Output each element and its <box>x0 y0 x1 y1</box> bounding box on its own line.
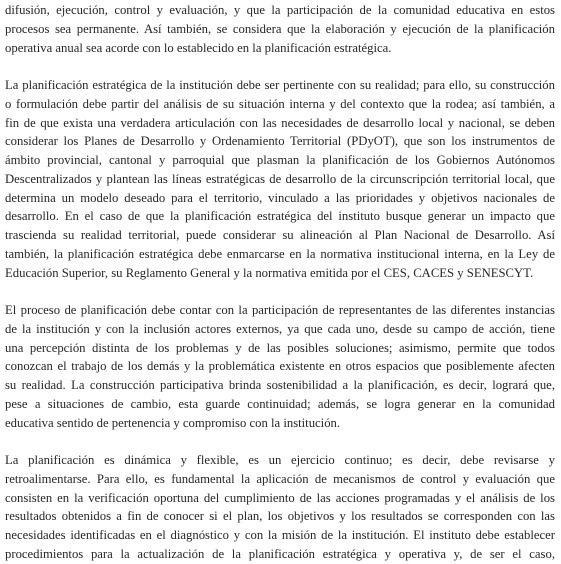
paragraph-3 <box>5 301 555 432</box>
text-line: de la institución y con la inclusión actores externos, ya que cada uno, desde su campo de acción, tiene <box>5 321 555 336</box>
text-line: Descentralizados y plantean las líneas estratégicas de desarrollo de la circunscripción territorial local, que <box>5 171 555 186</box>
text-line: Educación Superior, su Reglamento General y la normativa emitida por el CES, CACES y SENESCYT. <box>5 265 534 280</box>
text-line: retroalimentarse. Para ello, es fundamental la aplicación de mecanismos de control y evaluación que <box>5 471 555 486</box>
text-line: ámbito provincial, cantonal y parroquial que plasman la planificación de los Gobiernos Autónomos <box>5 153 555 167</box>
text-line: La planificación es dinámica y flexible, es un ejercicio continuo; es decir, debe revisarse y <box>5 453 555 467</box>
paragraph-2 <box>5 76 555 282</box>
paragraph-gap <box>5 282 555 301</box>
text-line: consisten en la verificación oportuna del cumplimiento de las acciones programadas y el análisis de los <box>5 490 555 505</box>
text-line: determina un modelo deseado para el territorio, vinculado a las prioridades y objetivos nacionales de <box>5 190 555 205</box>
paragraph-1 <box>5 1 555 57</box>
text-line: fin de que exista una verdadera articulación con las necesidades de desarrollo local y nacional, se deben <box>5 115 555 130</box>
text-line: también, la planificación estratégica debe enmarcarse en la normativa institucional interna, en la Ley de <box>5 246 555 261</box>
text-line: una percepción distinta de los problemas y de las posibles soluciones; asimismo, permite que todos <box>5 340 555 355</box>
text-line: operativa anual sea acorde con lo establecido en la planificación estratégica. <box>5 40 392 55</box>
text-line: necesidades identificadas en el diagnóstico y con la misión de la institución. El instituto debe establecer <box>5 528 555 542</box>
paragraph-gap <box>5 432 555 451</box>
text-line: trascienda su realidad territorial, puede considerar su alineación al Plan Nacional de Desarrollo. Así <box>5 228 555 242</box>
text-line: procesos sea permanente. Así también, se considera que la elaboración y ejecución de la planificación <box>5 21 555 36</box>
text-line: resultados obtenidos a fin de conocer si el plan, los objetivos y los resultados se corresponden con las <box>5 509 555 524</box>
text-line: conozcan el trabajo de los demás y la problemática existente en otros espacios que posiblemente afecten <box>5 359 555 374</box>
text-line: desarrollo. En el caso de que la planificación estratégica del instituto busque generar un impacto que <box>5 209 555 224</box>
document-page <box>5 1 555 564</box>
paragraph-gap <box>5 57 555 76</box>
text-line: o formulación debe partir del análisis de su situación interna y del contexto que la rodea; así también, a <box>5 96 555 111</box>
text-line: educativa sentido de pertenencia y compromiso con la institución. <box>5 415 341 430</box>
text-line: procedimientos para la actualización de la planificación estratégica y operativa y, de ser el caso, <box>5 546 555 561</box>
text-line: difusión, ejecución, control y evaluación, y que la participación de la comunidad educativa en estos <box>5 3 555 17</box>
text-line: pese a situaciones de cambio, esta guarde continuidad; además, se logra generar en la comunidad <box>5 396 555 411</box>
text-line: La planificación estratégica de la institución debe ser pertinente con su realidad; para ello, su construcción <box>5 78 555 92</box>
text-line: su realidad. La construcción participativa brinda sostenibilidad a la planificación, es decir, logrará que, <box>5 378 555 392</box>
paragraph-4 <box>5 451 555 564</box>
text-line: considerar los Planes de Desarrollo y Ordenamiento Territorial (PDyOT), que son los instrumentos de <box>5 134 555 149</box>
text-line: El proceso de planificación debe contar con la participación de representantes de las diferentes instancias <box>5 303 555 317</box>
